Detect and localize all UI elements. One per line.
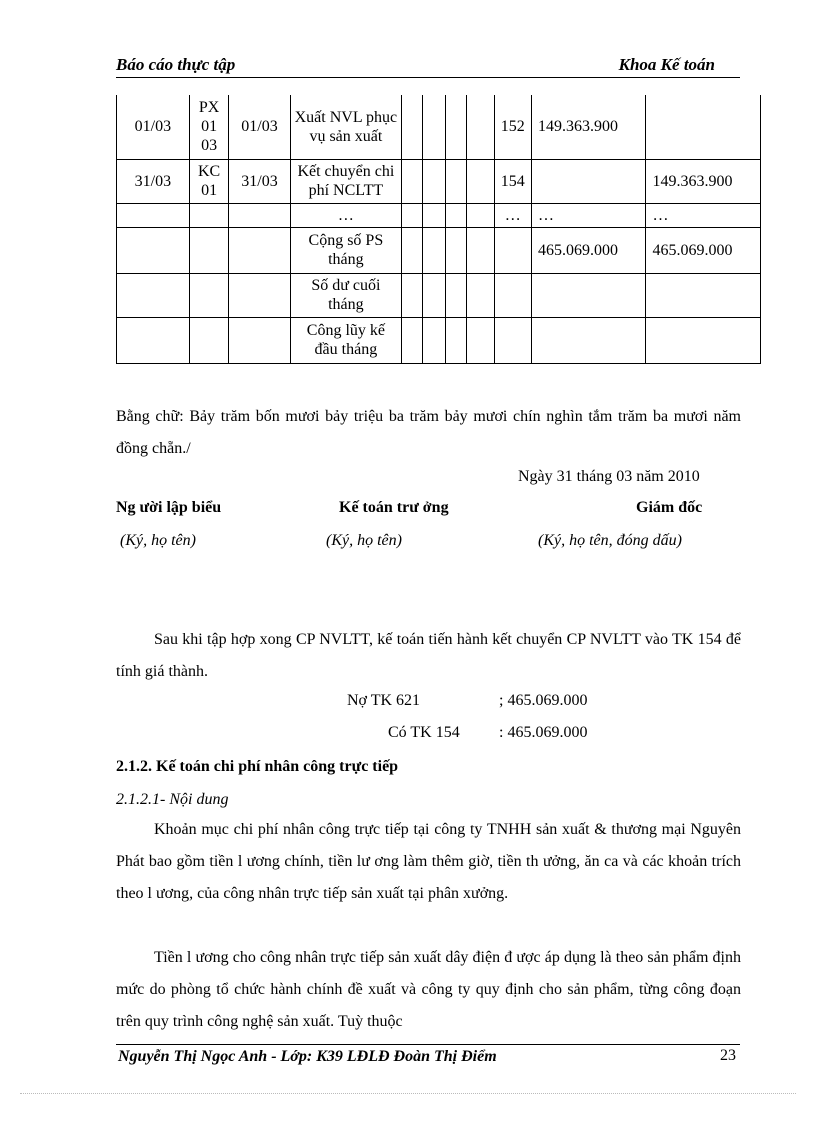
cell-document-date: 31/03 — [229, 159, 290, 203]
cell-document-date — [229, 317, 290, 363]
cell-blank — [445, 273, 466, 317]
header-report-title: Báo cáo thực tập — [116, 55, 236, 74]
cell-account — [494, 227, 531, 273]
cell-description: Số dư cuối tháng — [290, 273, 401, 317]
cell-document-no — [189, 317, 229, 363]
cell-blank — [402, 95, 423, 159]
table-row — [117, 317, 761, 363]
cell-credit: … — [646, 203, 761, 227]
cell-description: Công lũy kế đầu tháng — [290, 317, 401, 363]
cell-document-date: 01/03 — [229, 95, 290, 159]
cell-description: Cộng số PS tháng — [290, 227, 401, 273]
cell-date: 31/03 — [117, 159, 190, 203]
cell-credit — [646, 273, 761, 317]
cell-blank — [402, 159, 423, 203]
chief-accountant-title: Kế toán trư ởng — [339, 499, 449, 516]
cell-date: 01/03 — [117, 95, 190, 159]
paragraph-transfer: Sau khi tập hợp xong CP NVLTT, kế toán tiến hành kết chuyển CP NVLTT vào TK 154 để tính giá thành. — [116, 631, 741, 680]
cell-blank — [422, 273, 445, 317]
cell-description: … — [290, 203, 401, 227]
footer-author: Nguyễn Thị Ngọc Anh - Lớp: K39 LĐLĐ Đoàn Thị Điểm — [118, 1048, 497, 1065]
director-title: Giám đốc — [636, 499, 703, 516]
cell-document-no — [189, 203, 229, 227]
cell-document-no: PX 01 03 — [189, 95, 229, 159]
cell-credit: 149.363.900 — [646, 159, 761, 203]
cell-blank — [466, 203, 494, 227]
cell-date — [117, 203, 190, 227]
cell-blank — [422, 203, 445, 227]
cell-blank — [445, 95, 466, 159]
cell-date — [117, 227, 190, 273]
cell-debit: 465.069.000 — [532, 227, 646, 273]
cell-debit: … — [532, 203, 646, 227]
entry-credit-value: : 465.069.000 — [499, 724, 588, 741]
table-row — [117, 203, 761, 227]
cell-account: 154 — [494, 159, 531, 203]
cell-account: 152 — [494, 95, 531, 159]
cell-blank — [422, 159, 445, 203]
page-footer — [116, 1044, 740, 1067]
cell-blank — [422, 317, 445, 363]
cell-date — [117, 317, 190, 363]
page-edge-divider — [20, 1093, 796, 1094]
section-title: 2.1.2. Kế toán chi phí nhân công trực tiếp — [116, 758, 399, 775]
cell-document-no: KC 01 — [189, 159, 229, 203]
cell-credit: 465.069.000 — [646, 227, 761, 273]
cell-debit — [532, 317, 646, 363]
ledger-table — [116, 95, 761, 364]
chief-accountant-note: (Ký, họ tên) — [326, 532, 402, 549]
table-row — [117, 227, 761, 273]
paragraph-labor-cost: Khoản mục chi phí nhân công trực tiếp tại công ty TNHH sản xuất & thương mại Nguyên Phát bao gồm tiền l ương chính, tiền lư ơng làm thêm giờ, tiền th ưởng, ăn ca và các khoản trích theo l ương, của công nhân trực tiếp sản xuất tại phân xưởng. — [116, 821, 741, 902]
subsection-title: 2.1.2.1- Nội dung — [116, 791, 229, 808]
cell-description: Xuất NVL phục vụ sản xuất — [290, 95, 401, 159]
entry-credit-label: Có TK 154 — [388, 724, 460, 741]
entry-debit-value: ; 465.069.000 — [499, 692, 588, 709]
entry-debit-label: Nợ TK 621 — [347, 692, 421, 709]
cell-document-no — [189, 227, 229, 273]
cell-blank — [422, 227, 445, 273]
cell-blank — [445, 227, 466, 273]
cell-blank — [402, 273, 423, 317]
page-header — [116, 55, 740, 78]
cell-blank — [402, 227, 423, 273]
cell-blank — [466, 95, 494, 159]
cell-blank — [402, 203, 423, 227]
cell-blank — [445, 159, 466, 203]
cell-blank — [445, 317, 466, 363]
cell-document-date — [229, 227, 290, 273]
director-note: (Ký, họ tên, đóng dấu) — [538, 532, 682, 549]
cell-debit — [532, 159, 646, 203]
cell-blank — [402, 317, 423, 363]
paragraph-wage-method: Tiền l ương cho công nhân trực tiếp sản xuất dây điện đ ược áp dụng là theo sản phẩm định mức do phòng tổ chức hành chính đề xuất và công ty quy định cho sản phẩm, từng công đoạn trên quy trình công nghệ sản xuất. Tuỳ thuộc — [116, 949, 741, 1030]
cell-account: … — [494, 203, 531, 227]
table-row — [117, 273, 761, 317]
preparer-title: Ng ười lập biểu — [116, 499, 222, 516]
cell-account — [494, 273, 531, 317]
cell-document-no — [189, 273, 229, 317]
cell-description: Kết chuyển chi phí NCLTT — [290, 159, 401, 203]
table-row — [117, 95, 761, 159]
cell-account — [494, 317, 531, 363]
cell-document-date — [229, 273, 290, 317]
cell-blank — [466, 159, 494, 203]
cell-debit — [532, 273, 646, 317]
amount-in-words: Bằng chữ: Bảy trăm bốn mươi bảy triệu ba trăm bảy mươi chín nghìn tắm trăm ba mươi năm đồng chẵn./ — [116, 408, 741, 457]
cell-credit — [646, 95, 761, 159]
cell-debit: 149.363.900 — [532, 95, 646, 159]
header-department: Khoa Kế toán — [618, 55, 715, 74]
cell-blank — [466, 227, 494, 273]
preparer-note: (Ký, họ tên) — [120, 532, 196, 549]
cell-date — [117, 273, 190, 317]
table-row — [117, 159, 761, 203]
page-number: 23 — [720, 1047, 736, 1064]
cell-blank — [445, 203, 466, 227]
cell-credit — [646, 317, 761, 363]
cell-document-date — [229, 203, 290, 227]
cell-blank — [422, 95, 445, 159]
cell-blank — [466, 273, 494, 317]
cell-blank — [466, 317, 494, 363]
signature-date: Ngày 31 tháng 03 năm 2010 — [518, 468, 700, 485]
